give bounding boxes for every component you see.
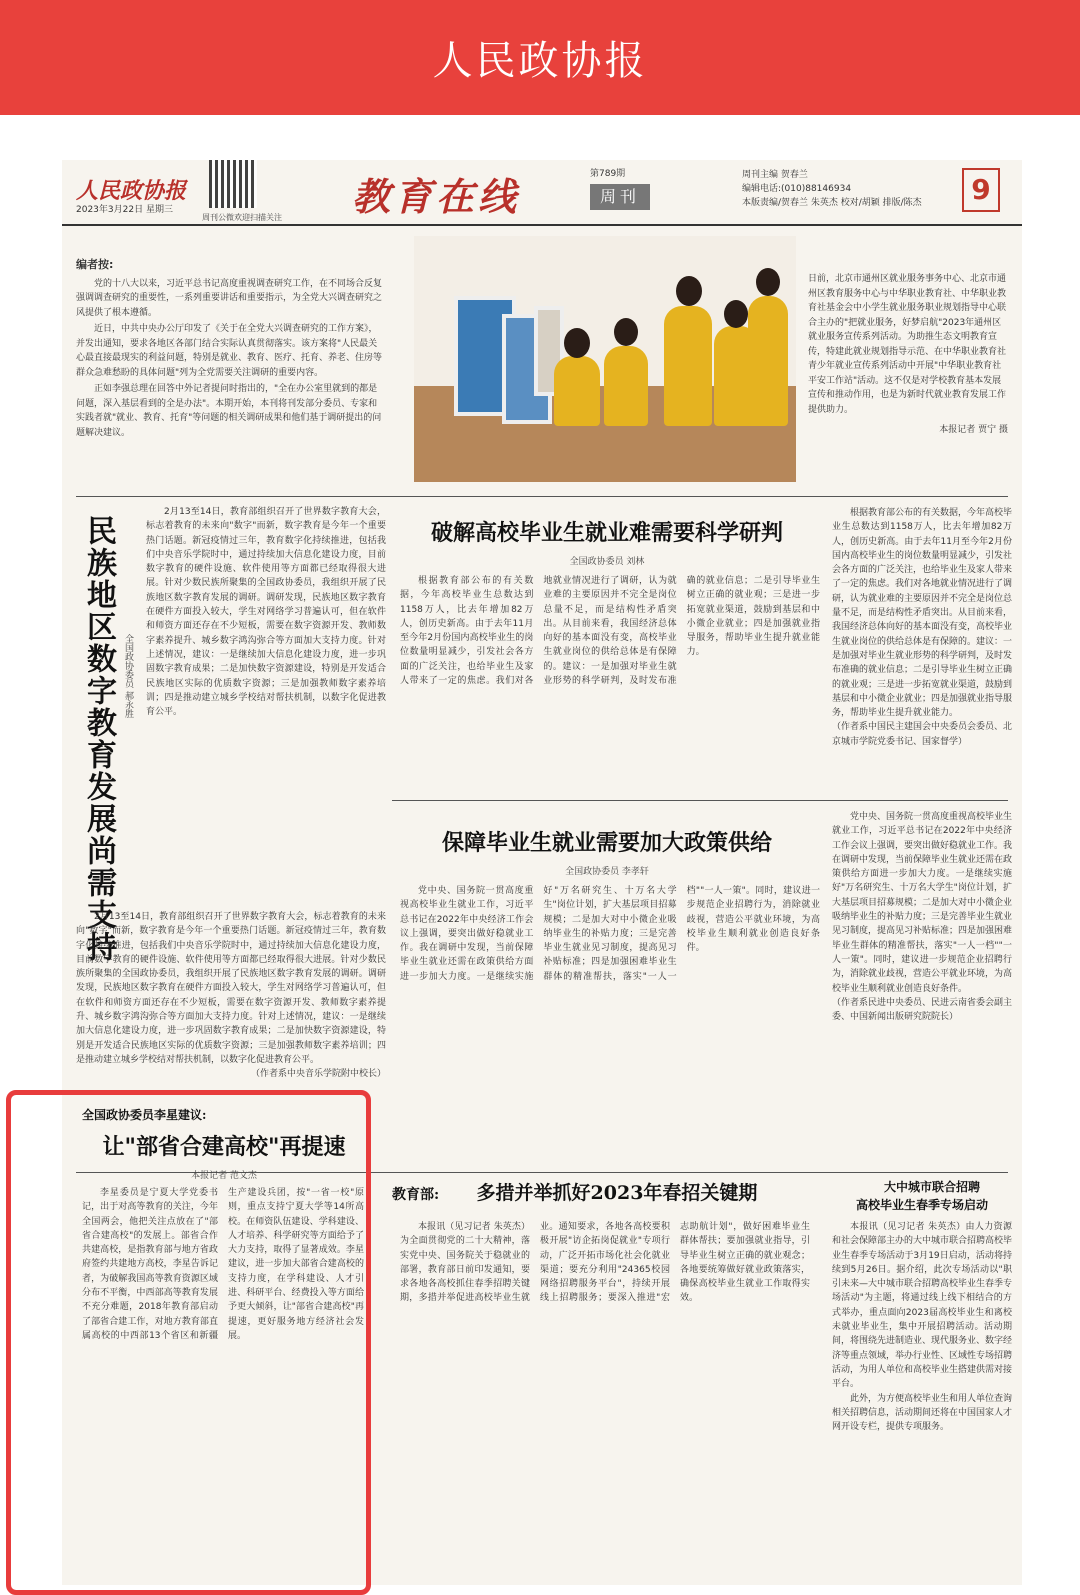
photo-student — [664, 306, 712, 426]
article-paragraph: 2月13至14日，教育部组织召开了世界数字教育大会，标志着教育的未来向"数字"而新，数字教育是今年一个重要热门话题。新冠疫情过三年，教育数字化持续推进，包括我们中央音乐学院时中，通过持续加大信息化建设力度，目前数字教育的硬件设施、软件使用等方面都已经取得很大进展。针对少数民族所聚集的全国政协委员，我组织开展了民族地区数字教育发展的调研。调研发现，民族地区数字教育在硬件方面投入较大，学生对网络学习普遍认可，但在软件和师资方面还存在不少短板，需要在数字资源开发、教师数字素养提升、城乡数字鸿沟弥合等方面加大支持力度。针对上述情况，建议：一是继续加大信息化建设力度，进一步巩固数字教育成果；二是加快数字资源建设，特别是开发适合民族地区实际的优质数字资源；三是加强教师数字素养培训；四是推动建立城乡学校结对帮扶机制，以数字化促进教育公平。 — [146, 507, 386, 718]
article-body-city-union — [832, 1220, 1012, 1576]
article-title-city-union: 大中城市联合招聘 — [883, 1180, 980, 1194]
app-brand-title: 人民政协报 — [432, 38, 648, 84]
article-paragraph — [400, 1220, 810, 1306]
editor-note-paragraph: 近日，中共中央办公厅印发了《关于在全党大兴调查研究的工作方案》，并发出通知，要求各地区各部门结合实际认真贯彻落实。该方案将"人民最关心最直接最现实的利益问题，特别是就业、教育、医疗、托育、养老、住房等群众急难愁盼的具体问题"列为全党需要关注调研的重要内容。 — [76, 324, 382, 378]
photo-student-head — [756, 268, 780, 296]
photo-caption-byline: 本报记者 贾宁 摄 — [939, 425, 1008, 435]
article-title-spring-recruit: 多措并举抓好2023年春招关键期 — [476, 1182, 758, 1204]
photo-student — [604, 346, 648, 426]
article-author-note: （作者系中国民主建国会中央委员会委员、北京城市学院党委书记、国家督学） — [832, 722, 1012, 747]
editor-line: 周刊主编 贺春兰 — [742, 170, 808, 180]
photo-student-head — [564, 328, 590, 358]
photo-caption-text: 日前，北京市通州区就业服务事务中心、北京市通州区教育服务中心与中华职业教育社、中华职业教育社基金会中小学生就业服务职业规划指导中心联合主办的"把就业服务，好梦启航"2023年通州区就业服务宣传系列活动。为助推生态文明教育宣传，特建此就业规划指导示范、在中华职业教育社青少年就业宣传系列活动中开展"中华职业教育社平安工作站"活动。这不仅是对学校教育基本发展宣传和推动作用，也是为新时代就业教育发展工作提供助力。 — [808, 274, 1007, 415]
highlight-box — [6, 1090, 371, 1595]
section-title: 教育在线 — [352, 174, 521, 219]
editor-note-paragraph: 正如李强总理在回答中外记者提问时指出的，"全在办公室里就到的都是问题，深入基层看到的全是办法"。本期开始，本刊将刊发部分委员、专家和实践者就"就业、教育、托育"等问题的相关调研成果和他们基于调研提出的问题解决建议。 — [76, 384, 382, 438]
photo-student — [554, 356, 600, 426]
article-author-note: （作者系中央音乐学院附中校长） — [250, 1069, 386, 1080]
article-subtitle-city-union: 高校毕业生春季专场启动 — [855, 1198, 988, 1212]
article-title-digital-edu: 民族地区数字教育发展尚需支持 — [81, 515, 116, 963]
editor-note — [76, 258, 382, 493]
page-number: 9 — [962, 168, 1000, 212]
divider — [76, 496, 1008, 497]
article-paragraph: 党中央、国务院一贯高度重视高校毕业生就业工作，习近平总书记在2022年中央经济工作会议上强调，要突出做好稳就业工作。我在调研中发现，当前保障毕业生就业还需在政策供给方面进一步加大力度。一是继续实施好"万名研究生、十万名大学生"岗位计划，扩大基层项目招募规模；二是加大对中小微企业吸纳毕业生的补贴力度；三是完善毕业生就业见习制度，提高见习补贴标准；四是加强困难毕业生群体的精准帮扶，落实"一人一档""一人一策"。同时，建议进一步规范企业招聘行为，消除就业歧视，营造公平就业环境，为高校毕业生顺利就业创造良好条件。 — [832, 812, 1012, 994]
masthead — [62, 160, 1022, 226]
app-header-bar — [0, 0, 1080, 115]
photo-caption — [808, 272, 1008, 438]
article-paragraph — [832, 1220, 1012, 1392]
divider — [392, 800, 1008, 801]
article-author: 本报讯（见习记者 朱英杰） — [850, 1222, 966, 1232]
paper-logo: 人民政协报 — [76, 178, 187, 204]
article-body-spring-recruit — [400, 1220, 810, 1576]
article-author: 本报讯（见习记者 朱英杰） — [418, 1222, 530, 1232]
article-paragraph-text: 由人力资源和社会保障部主办的大中城市联合招聘高校毕业生春季专场活动于3月19日启动，活动将持续到5月26日。据介绍，此次专场活动以"职引未来—大中城市联合招聘高校毕业生春季专场活动"为主题，将通过线上线下相结合的方式举办，重点面向2023届高校毕业生和离校未就业毕业生，集中开展招聘活动。活动期间，将围绕先进制造业、现代服务业、数字经济等重点领域，举办行业性、区域性专场招聘活动，为用人单位和高校毕业生搭建供需对接平台。 — [832, 1222, 1012, 1390]
article-kicker: 全国政协委员李星建议: — [82, 1108, 207, 1122]
article-body-policy-supply-cont — [832, 810, 1012, 1166]
article-author-note: （作者系民进中央委员、民进云南省委会副主委、中国新闻出版研究院院长） — [832, 997, 1012, 1023]
issue-number: 第789期 — [590, 169, 626, 179]
editor-line: 本版责编/贺春兰 朱英杰 校对/胡颖 排版/陈杰 — [742, 198, 922, 208]
photo-student-head — [614, 318, 638, 346]
article-author: 全国政协委员 刘林 — [569, 557, 645, 567]
article-paragraph: 党中央、国务院一贯高度重视高校毕业生就业工作，习近平总书记在2022年中央经济工作会议上强调，要突出做好稳就业工作。我在调研中发现，当前保障毕业生就业还需在政策供给方面进一步加大力度。一是继续实施好"万名研究生、十万名大学生"岗位计划，扩大基层项目招募规模；二是加大对中小微企业吸纳毕业生的补贴力度；三是完善毕业生就业见习制度，提高见习补贴标准；四是加强困难毕业生群体的精准帮扶，落实"一人一档""一人一策"。同时，建议进一步规范企业招聘行为，消除就业歧视，营造公平就业环境，为高校毕业生顺利就业创造良好条件。 — [400, 886, 820, 982]
article-body-jobs-research — [400, 574, 820, 784]
photo-student — [748, 296, 788, 426]
article-author: 本报记者 范文杰 — [191, 1171, 257, 1181]
issue-date: 2023年3月22日 星期三 — [76, 205, 173, 215]
article-author: 全国政协委员 李孝轩 — [565, 867, 649, 877]
editor-note-paragraph: 党的十八大以来，习近平总书记高度重视调查研究工作，在不同场合反复强调调查研究的重要性，一系列重要讲话和重要指示，为全党大兴调查研究之风提供了根本遵循。 — [76, 278, 382, 318]
editor-info — [742, 168, 922, 210]
editor-note-heading: 编者按: — [76, 258, 114, 271]
article-paragraph-text: 为全面贯彻党的二十大精神，落实党中央、国务院关于稳就业的部署，教育部日前印发通知，要求各地各高校抓住春季招聘关键期，多措并举促进高校毕业生就业。通知要求，各地各高校要积极开展"访企拓岗促就业"专项行动，广泛开拓市场化社会化就业渠道；要充分利用"24365校园网络招聘服务平台"，持续开展线上招聘服务；要深入推进"宏志助航计划"，做好困难毕业生群体帮扶；要加强就业指导，引导毕业生树立正确的就业观念；各地要统筹做好就业政策落实，确保高校毕业生就业工作取得实效。 — [400, 1222, 810, 1304]
qr-note: 周刊公微欢迎扫描关注 — [202, 213, 282, 222]
article-title-policy-supply: 保障毕业生就业需要加大政策供给 — [441, 830, 772, 856]
photo-student-head — [676, 276, 702, 306]
photo-student-head — [724, 300, 748, 328]
article-kicker: 教育部: — [392, 1187, 440, 1203]
article-paragraph: 根据教育部公布的有关数据，今年高校毕业生总数达到1158万人，比去年增加82万人，创历史新高。由于去年11月至今年2月份国内高校毕业生的岗位数量明显减少，引发社会各方面的广泛关注，也给毕业生及家人带来了一定的焦虑。我们对各地就业情况进行了调研，认为就业难的主要原因并不完全是岗位总量不足，而是结构性矛盾突出。从目前来看，我国经济总体向好的基本面没有变，高校毕业生就业岗位的供给总体是有保障的。建议：一是加强对毕业生就业形势的科学研判，及时发布准确的就业信息；二是引导毕业生树立正确的就业观；三是进一步拓宽就业渠道，鼓励到基层和中小微企业就业；四是加强就业指导服务，帮助毕业生提升就业能力。 — [400, 576, 820, 687]
article-paragraph: 根据教育部公布的有关数据，今年高校毕业生总数达到1158万人，比去年增加82万人，创历史新高。由于去年11月至今年2月份国内高校毕业生的岗位数量明显减少，引发社会各方面的广泛关注，也给毕业生及家人带来了一定的焦虑。我们对各地就业情况进行了调研，认为就业难的主要原因并不完全是岗位总量不足，而是结构性矛盾突出。从目前来看，我国经济总体向好的基本面没有变，高校毕业生就业岗位的供给总体是有保障的。建议：一是加强对毕业生就业形势的科学研判，及时发布准确的就业信息；二是引导毕业生树立正确的就业观；三是进一步拓宽就业渠道，鼓励到基层和中小微企业就业；四是加强就业指导服务，帮助毕业生提升就业能力。 — [832, 508, 1012, 719]
article-title-ministry-school: 让"部省合建高校"再提速 — [102, 1134, 346, 1160]
article-title-jobs-research: 破解高校毕业生就业难需要科学研判 — [430, 520, 783, 546]
article-paragraph: 此外，为方便高校毕业生和用人单位查询相关招聘信息，活动期间还将在中国国家人才网开设专栏，提供专项服务。 — [832, 1393, 1012, 1433]
qr-code-icon — [209, 160, 257, 208]
weekly-badge: 周刊 — [590, 184, 650, 210]
article-body-policy-supply — [400, 884, 820, 1166]
article-body-jobs-research-cont — [832, 506, 1012, 792]
article-paragraph: 李星委员是宁夏大学党委书记，出于对高等教育的关注，今年全国两会，他把关注点放在了"部省合建高校"的发展上。部省合作共建高校，是指教育部与地方省政府签约共建地方高校，李星告诉记者，为破解我国高等教育资源区域分布不平衡，中西部高等教育发展不充分难题，2018年教育部启动了部省合建工作，对地方教育部直属高校的中西部13个省区和新疆生产建设兵团，按"一省一校"原则，重点支持宁夏大学等14所高校。在师资队伍建设、学科建设、人才培养、科学研究等方面给予了大力支持，取得了显著成效。李星建议，进一步加大部省合建高校的支持力度，在学科建设、人才引进、科研平台、经费投入等方面给予更大倾斜，让"部省合建高校"再提速，更好服务地方经济社会发展。 — [82, 1188, 364, 1341]
article-author: 全国政协委员 郝永胜 — [123, 634, 133, 718]
news-photo[interactable] — [414, 236, 796, 482]
editor-line: 编辑电话:(010)88146934 — [742, 184, 852, 194]
article-paragraph: 2月13至14日，教育部组织召开了世界数字教育大会，标志着教育的未来向"数字"而新，数字教育是今年一个重要热门话题。新冠疫情过三年，教育数字化持续推进，包括我们中央音乐学院时中，通过持续加大信息化建设力度，目前数字教育的硬件设施、软件使用等方面都已经取得很大进展。针对少数民族所聚集的全国政协委员，我组织开展了民族地区数字教育发展的调研。调研发现，民族地区数字教育在硬件方面投入较大，学生对网络学习普遍认可，但在软件和师资方面还存在不少短板，需要在数字资源开发、教师数字素养提升、城乡数字鸿沟弥合等方面加大支持力度。针对上述情况，建议：一是继续加大信息化建设力度，进一步巩固数字教育成果；二是加快数字资源建设，特别是开发适合民族地区实际的优质数字资源；三是加强教师数字素养培训；四是推动建立城乡学校结对帮扶机制，以数字化促进教育公平。 — [76, 912, 386, 1065]
